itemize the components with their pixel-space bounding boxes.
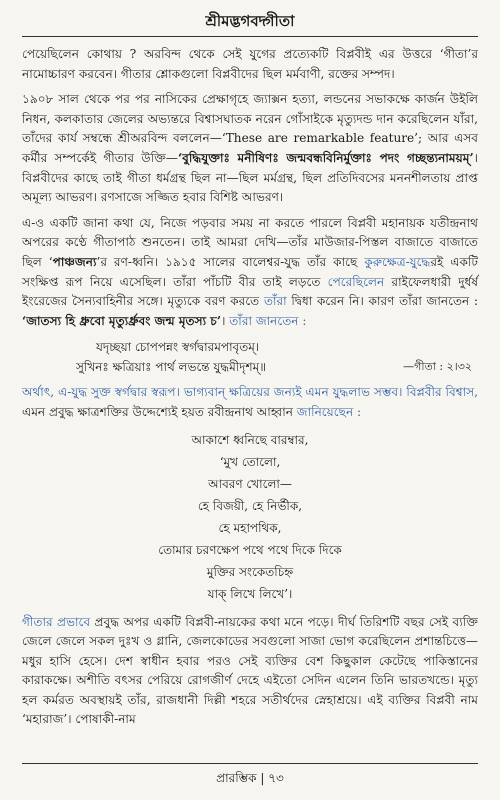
verse-line-2: সুখিনঃ ক্ষত্রিয়াঃ পার্থ লভন্তে যুদ্ধমীদৃশম্॥ —গীতা : ২।৩২	[22, 357, 478, 377]
header-rule	[22, 36, 478, 37]
tagore-poem	[22, 429, 478, 605]
verse-line-1: যদৃচ্ছয়া চোপপন্নং স্বর্গদ্বারমপাবৃতম্।	[96, 340, 260, 355]
page-body	[22, 45, 478, 730]
panchajanya-bold: পাঞ্চজন্য	[52, 254, 97, 269]
footer-separator: |	[260, 771, 265, 785]
poem-line: তোমার চরণক্ষেপ পথে পথে দিকে দিকে	[158, 542, 342, 557]
poem-line: ‘মুখ তোলো,	[219, 454, 281, 469]
paragraph-4: অর্থাৎ, এ-যুদ্ধ সুক্ত স্বর্গদ্বার স্বরূপ। ভাগ্যবান্ ক্ষত্রিয়ের জন্যই এমন যুদ্ধলাভ সম্ভব। বিপ্লবীর বিশ্বাস, এমন প্রবুদ্ধ ক্ষাত্রশক্তির উদ্দেশ্যেই হয়ত রবীন্দ্রনাথ আহ্বান জানিয়েছেন :	[22, 385, 478, 419]
paragraph-5: গীতার প্রভাবে প্রবুদ্ধ অপর একটি বিপ্লবী-নায়কের কথা মনে পড়ে। দীর্ঘ তিরিশটি বছর সেই ব্যক্তি জেলে জেলে সকল দুঃখ ও গ্লানি, জেলকোডের সবগুলো সাজা ভোগ করেছিলেন প্রশান্তচিত্তে—মধুর হাসি হেসে। দেশ স্বাধীন হবার পরও সেই ব্যক্তির বেশ কিছুকাল কেটেছে পাকিস্তানের কারাকক্ষে। অশীতি বৎসর পেরিয়ে রোগজীর্ণ দেহে এইতো সেদিন এলেন তিনি ভারতখন্ডে। মৃত্যু হল কর্মরত অবস্থায়ই তাঁর, রাজধানী দিল্লী শহরে সতীর্থদের স্নেহাশ্রয়ে। এই ব্যক্তির বিপ্লবী নাম ‘মহারাজ’। পোষাকী-নাম	[22, 614, 478, 727]
poem-line: মুক্তির সংকেতচিহ্ন	[206, 564, 294, 579]
poem-line: যাক্ লিখে লিখে’।	[207, 586, 293, 601]
page-number: ৭৩	[268, 771, 284, 785]
page-footer	[0, 763, 500, 790]
paragraph-3: এ-ও একটি জানা কথা যে, নিজে পড়বার সময় না করতে পারলে বিপ্লবী মহানায়ক যতীন্দ্রনাথ অপরের কণ্ঠে গীতাপাঠ শুনতেন। তাই আমরা দেখি—তাঁর মাউজার-পিস্তল বাজাতে বাজাতে ছিল ‘পাঞ্চজন্য’র রণ-ধ্বনি। ১৯১৫ সালের বালেশ্বর-যুদ্ধ তাঁর কাছে কুরুক্ষেত্র-যুদ্ধেরই একটি সংক্ষিপ্ত রূপ নিয়ে এসেছিল। তাঁরা পাঁচটি বীর তাই লড়তে পেরেছিলেন রাইফেলধারী দুর্ধর্ষ ইংরেজের সৈন্যবাহিনীর সঙ্গে। মৃত্যুকে বরণ করতে তাঁরা দ্বিধা করেন নি। কারণ তাঁরা জানতেন : ‘জাতস্য হি ধ্রুবো মৃত্যুর্ধ্রুবং জন্ম মৃতস্য চ’। তাঁরা জানতেন :	[22, 215, 479, 328]
sanskrit-quote-bold: ‘বুদ্ধিযুক্তাঃ মনীষিণঃ জন্মবন্ধবিনির্মুক্তাঃ পদং গচ্ছন্ত্যনাময়ম্’	[177, 150, 474, 165]
poem-line: হে মহাপথিক,	[218, 520, 282, 535]
footer-section: প্রারম্ভিক	[216, 771, 257, 785]
gita-verse	[22, 337, 478, 377]
poem-line: আকাশে ধ্বনিছে বারম্বার,	[191, 432, 309, 447]
running-header: শ্রীমদ্ভগবদ্গীতা	[205, 12, 295, 30]
verse-reference: —গীতা : ২।৩২	[403, 360, 472, 374]
poem-line: আবরণ খোলো—	[208, 476, 292, 491]
footer-rule	[22, 763, 478, 764]
paragraph-1: পেয়েছিলেন কোথায় ? অরবিন্দ থেকে সেই যুগের প্রত্যেকটি বিপ্লবীই এর উত্তরে ‘গীতা’র নামোচ্চারণ করবেন। গীতার শ্লোকগুলো বিপ্লবীদের ছিল মর্মবাণী, রক্তের সম্পদ।	[22, 47, 478, 81]
english-quote: ‘These are remarkable feature’	[221, 131, 419, 146]
poem-line: হে বিজয়ী, হে নির্ভীক,	[197, 498, 303, 513]
sanskrit-quote-2: ‘জাতস্য হি ধ্রুবো মৃত্যুর্ধ্রুবং জন্ম মৃতস্য চ’	[22, 313, 222, 328]
paragraph-2: ১৯০৮ সাল থেকে পর পর নাসিকের প্রেক্ষাগৃহে জ্যাক্সন হত্যা, লন্ডনের সভাকক্ষে কার্জন উইলি নিধন, কলকাতার জেলের অভ্যন্তরে বিশ্বাসঘাতক নরেন গোঁসাইকে মৃত্যুদন্ড দান করেছিলেন যাঁরা, তাঁদের কার্য সম্বন্ধে শ্রীঅরবিন্দ বললেন—‘These are remarkable feature’; আর এসব কর্মীর সম্পর্কেই গীতার উক্তি—‘বুদ্ধিযুক্তাঃ মনীষিণঃ জন্মবন্ধবিনির্মুক্তাঃ পদং গচ্ছন্ত্যনাময়ম্’। বিপ্লবীদের কাছে তাই গীতা ধর্মগ্রন্থ ছিল না—ছিল মর্মগ্রন্থ, ছিল প্রতিদিবসের মননশীলতায় প্রাপ্ত অমূল্য আভরণ। রণসাজে সজ্জিত হবার বিশিষ্ট আভরণ।	[22, 92, 478, 205]
